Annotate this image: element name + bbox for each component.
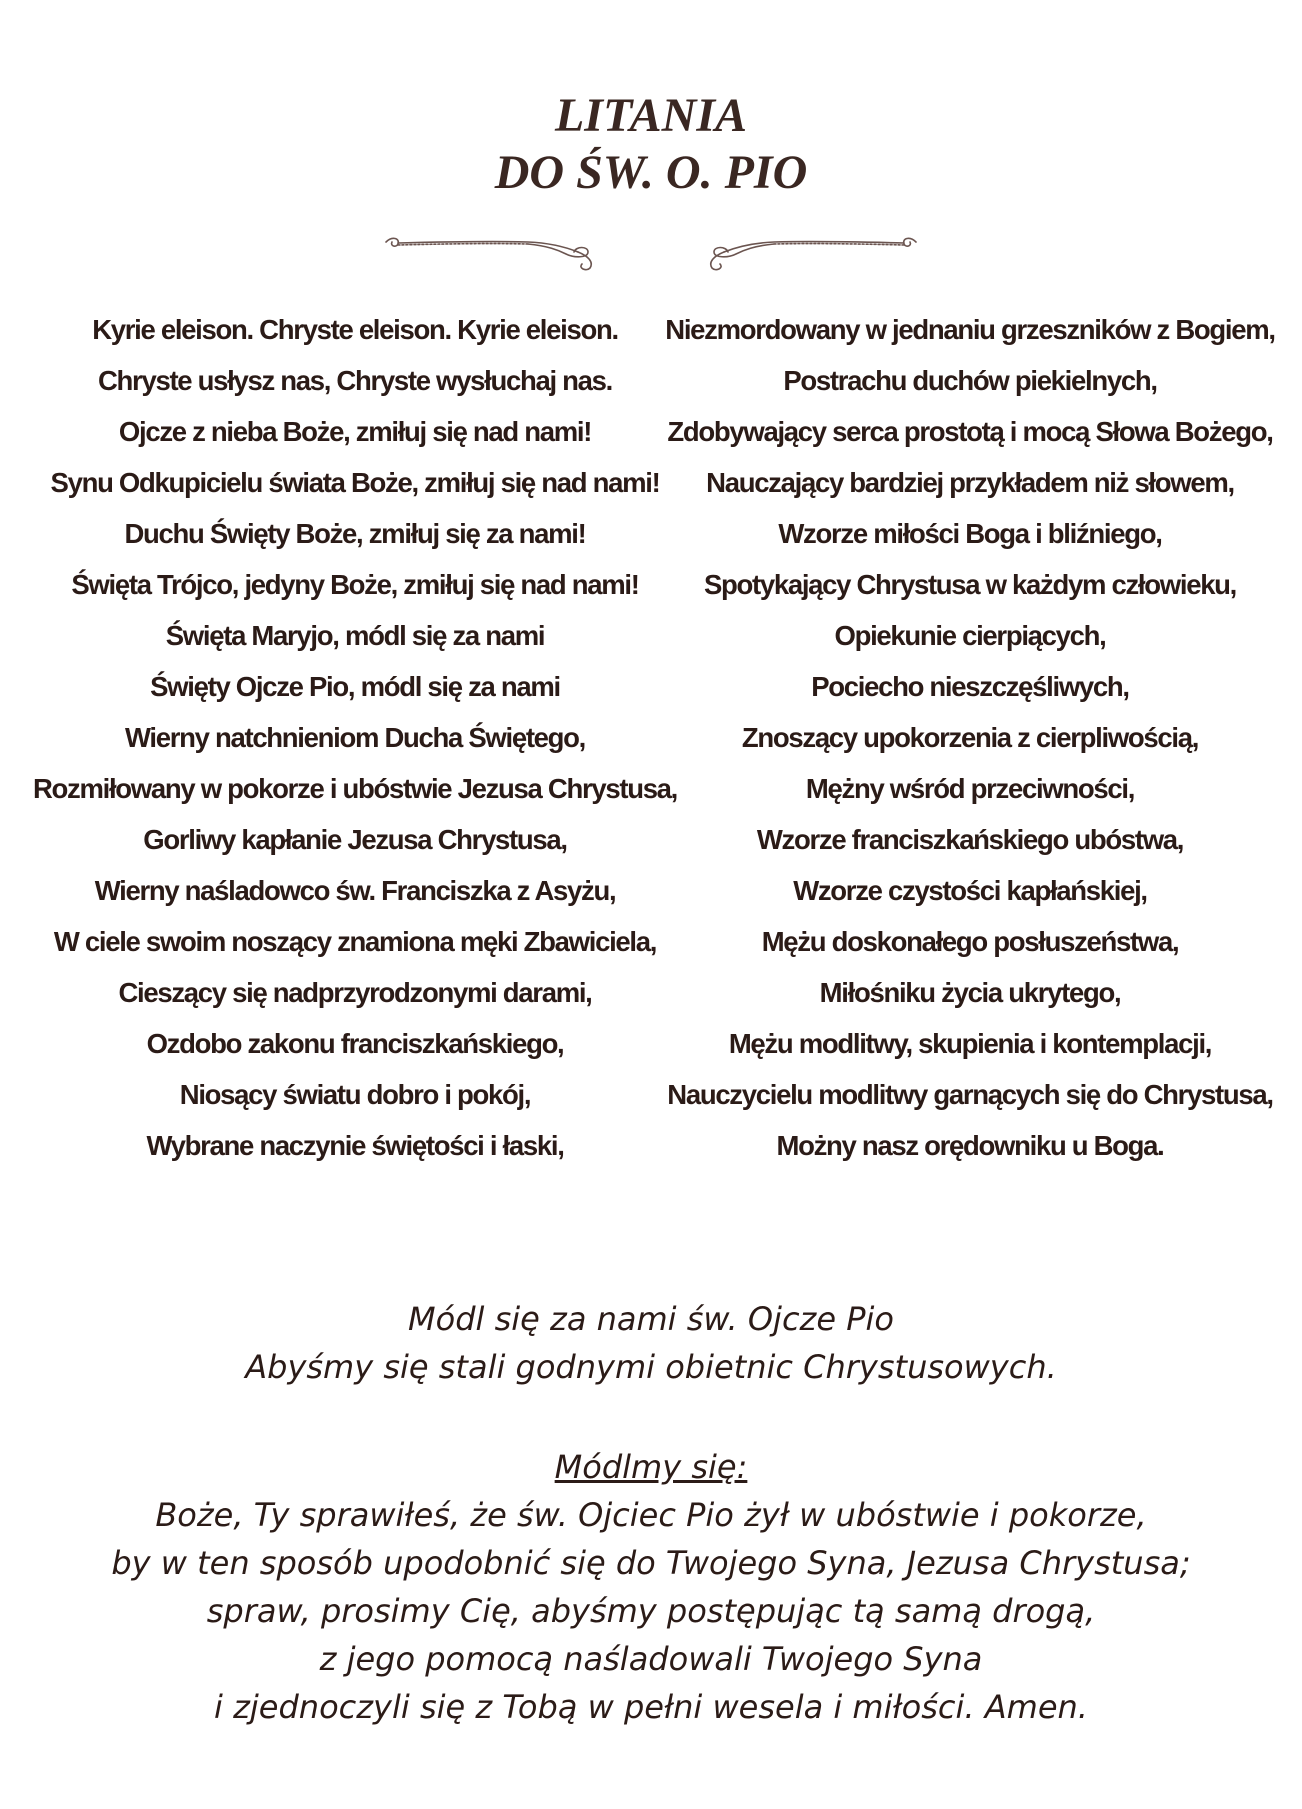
prayer-line: by w ten sposób upodobnić się do Twojego Syna, Jezusa Chrystusa; (111, 1544, 1191, 1582)
prayer-line: z jego pomocą naśladowali Twojego Syna (319, 1640, 983, 1678)
litany-line: Mężny wśród przeciwności, (805, 773, 1135, 804)
litany-line: Niosący światu dobro i pokój, (179, 1079, 531, 1110)
litany-line: Święty Ojcze Pio, módl się za nami (150, 671, 560, 702)
litany-line: Wierny naśladowco św. Franciszka z Asyżu, (94, 875, 616, 906)
page-title-line-2: DO ŚW. O. PIO (494, 146, 808, 199)
litany-line: Wzorze franciszkańskiego ubóstwa, (756, 824, 1184, 855)
litany-line: Ozdobo zakonu franciszkańskiego, (146, 1028, 564, 1059)
litany-line: Gorliwy kapłanie Jezusa Chrystusa, (143, 824, 567, 855)
litany-line: Święta Maryjo, módl się za nami (165, 620, 545, 651)
closing-prayer (0, 1295, 1302, 1731)
litany-line: Synu Odkupicielu świata Boże, zmiłuj się nad nami! (50, 467, 660, 498)
litany-line: Wzorze miłości Boga i bliźniego, (778, 518, 1162, 549)
litany-line: Pociecho nieszczęśliwych, (811, 671, 1129, 702)
flourish-divider-icon (378, 228, 924, 274)
litany-line: Wierny natchnieniom Ducha Świętego, (124, 722, 586, 753)
prayer-line: i zjednoczyli się z Tobą w pełni wesela i miłości. Amen. (214, 1688, 1088, 1726)
prayer-line: Boże, Ty sprawiłeś, że św. Ojciec Pio żył w ubóstwie i pokorze, (155, 1496, 1147, 1534)
litany-line: Spotykający Chrystusa w każdym człowieku, (703, 569, 1237, 600)
litany-line: Kyrie eleison. Chryste eleison. Kyrie eleison. (92, 314, 618, 345)
litany-right-column (660, 304, 1280, 1171)
litany-line: Opiekunie cierpiących, (834, 620, 1106, 651)
litany-line: Nauczycielu modlitwy garnących się do Chrystusa, (667, 1079, 1273, 1110)
litany-line: Wzorze czystości kapłańskiej, (793, 875, 1147, 906)
response: Abyśmy się stali godnymi obietnic Chrystusowych. (245, 1348, 1057, 1386)
litany-line: Znoszący upokorzenia z cierpliwością, (741, 722, 1199, 753)
litany-line: Święta Trójco, jedyny Boże, zmiłuj się nad nami! (71, 569, 639, 600)
litany-line: W ciele swoim noszący znamiona męki Zbawiciela, (53, 926, 657, 957)
litany-line: Chryste usłysz nas, Chryste wysłuchaj nas. (98, 365, 612, 396)
litany-line: Wybrane naczynie świętości i łaski, (146, 1130, 564, 1161)
litany-line: Duchu Święty Boże, zmiłuj się za nami! (124, 518, 586, 549)
litany-line: Ojcze z nieba Boże, zmiłuj się nad nami! (118, 416, 592, 447)
prayer-line: spraw, prosimy Cię, abyśmy postępując tą samą drogą, (206, 1592, 1096, 1630)
prayer-heading: Módlmy się: (554, 1448, 748, 1486)
litany-line: Niezmordowany w jednaniu grzeszników z Bogiem, (665, 314, 1275, 345)
versicle: Módl się za nami św. Ojcze Pio (408, 1300, 894, 1338)
litany-line: Miłośniku życia ukrytego, (819, 977, 1121, 1008)
litany-line: Cieszący się nadprzyrodzonymi darami, (118, 977, 592, 1008)
litany-line: Nauczający bardziej przykładem niż słowem, (706, 467, 1234, 498)
litany-line: Zdobywający serca prostotą i mocą Słowa Bożego, (667, 416, 1273, 447)
page-title-line-1: LITANIA (554, 89, 748, 142)
litany-line: Rozmiłowany w pokorze i ubóstwie Jezusa Chrystusa, (32, 773, 678, 804)
litany-line: Mężu modlitwy, skupienia i kontemplacji, (728, 1028, 1212, 1059)
litany-line: Mężu doskonałego posłuszeństwa, (761, 926, 1179, 957)
litany-line: Postrachu duchów piekielnych, (783, 365, 1157, 396)
litany-left-column (30, 304, 680, 1171)
litany-line: Możny nasz orędowniku u Boga. (776, 1130, 1164, 1161)
